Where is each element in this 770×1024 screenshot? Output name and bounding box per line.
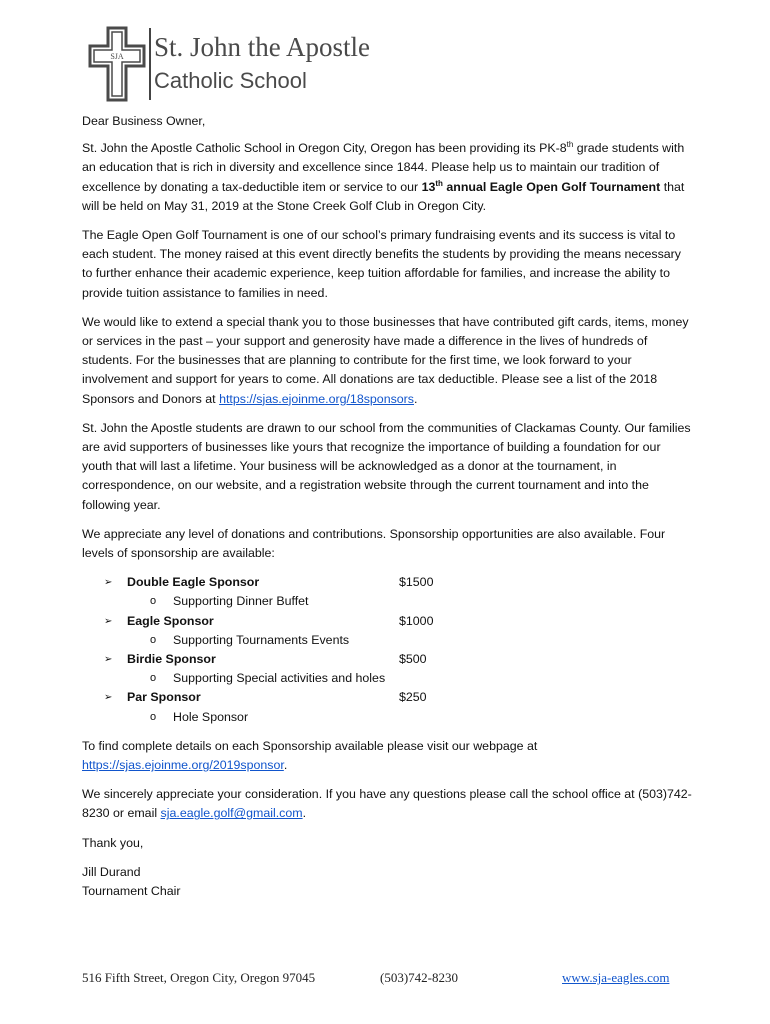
details-text: To find complete details on each Sponsorship available please visit our webpage at: [82, 738, 538, 753]
paragraph-contact: [82, 785, 692, 823]
level-name: Eagle Sponsor: [127, 613, 214, 628]
paragraph-intro: [82, 139, 692, 216]
arrow-bullet-icon: ➢: [104, 692, 113, 704]
signer-title: Tournament Chair: [82, 883, 181, 898]
footer-address: 516 Fifth Street, Oregon City, Oregon 97045: [82, 970, 316, 985]
circle-bullet-icon: o: [150, 672, 157, 685]
level-description: Supporting Tournaments Events: [173, 632, 350, 647]
intro-text-c: that will be held on May 31, 2019 at the Stone Creek Golf Club in Oregon City.: [82, 179, 685, 213]
greeting: Dear Business Owner,: [82, 114, 206, 128]
closing: Thank you,: [82, 835, 144, 850]
level-price: $1000: [399, 613, 434, 628]
level-price: $1500: [399, 575, 434, 590]
paragraph-thanks: [82, 313, 692, 409]
intro-text-a: St. John the Apostle Catholic School in Oregon City, Oregon has been providing its PK-8: [82, 141, 567, 156]
sponsorship-levels-list: [82, 573, 692, 727]
school-name: St. John the Apostle: [154, 32, 371, 62]
level-par: [82, 688, 692, 726]
intro-sup-1: th: [566, 140, 574, 150]
sponsors-2018-link[interactable]: https://sjas.ejoinme.org/18sponsors: [219, 391, 414, 406]
level-name: Birdie Sponsor: [127, 652, 216, 667]
level-birdie: [82, 650, 692, 688]
paragraph-levels-intro: We appreciate any level of donations and contributions. Sponsorship opportunities are also available. Four levels of sponsorship are available:: [82, 526, 666, 561]
logo-initials: SJA: [110, 52, 124, 61]
email-link[interactable]: sja.eagle.golf@gmail.com: [160, 806, 303, 821]
level-description: Supporting Special activities and holes: [173, 671, 386, 686]
arrow-bullet-icon: ➢: [104, 615, 113, 627]
intro-bold-event: annual Eagle Open Golf Tournament: [442, 179, 661, 194]
intro-text-b: grade students with an education that is rich in diversity and excellence since 1844. Please help us to maintain our tradition of excellence by donating a tax-deductible item or service to our: [82, 141, 685, 194]
intro-sup-2: th: [435, 178, 443, 188]
level-price: $500: [399, 652, 427, 667]
thanks-end: .: [414, 391, 418, 406]
level-eagle: [82, 612, 692, 650]
level-price: $250: [399, 690, 427, 705]
circle-bullet-icon: o: [150, 710, 157, 723]
level-double-eagle: [82, 573, 692, 611]
logo-divider: [149, 28, 151, 100]
sponsor-2019-link[interactable]: https://sjas.ejoinme.org/2019sponsor: [82, 757, 284, 772]
footer: [82, 970, 682, 992]
letter-body: [82, 112, 692, 901]
paragraph-purpose: The Eagle Open Golf Tournament is one of our school’s primary fundraising events and its success is vital to each student. The money raised at this event directly benefits the students by providing the means necessary to further enhance their academic experience, keep tuition affordable for families, and increase the ability to provide tuition assistance to families in need.: [82, 228, 681, 300]
contact-end: .: [302, 806, 307, 821]
circle-bullet-icon: o: [150, 633, 157, 646]
level-name: Par Sponsor: [127, 690, 201, 705]
intro-bold-number: 13: [421, 179, 436, 194]
paragraph-community: St. John the Apostle students are drawn to our school from the communities of Clackamas County. Our families are avid supporters of businesses like yours that recognize the importance of building a foundation for our youth that will last a lifetime. Your business will be acknowledged as a donor at the tournament, in correspondence, on our website, and a registration website through the current tournament and into the following year.: [82, 420, 691, 512]
arrow-bullet-icon: ➢: [104, 654, 113, 666]
cross-logo-icon: [88, 26, 146, 102]
footer-website-link[interactable]: www.sja-eagles.com: [562, 970, 670, 985]
signer-name: Jill Durand: [82, 864, 141, 879]
arrow-bullet-icon: ➢: [104, 577, 113, 589]
level-name: Double Eagle Sponsor: [127, 575, 260, 590]
circle-bullet-icon: o: [150, 595, 157, 608]
level-description: Hole Sponsor: [173, 709, 249, 724]
school-subtitle: Catholic School: [154, 68, 307, 93]
paragraph-details: [82, 737, 692, 775]
level-description: Supporting Dinner Buffet: [173, 594, 309, 609]
contact-text: We sincerely appreciate your consideration. If you have any questions please call the school office at (503)742-8230 or email: [82, 787, 692, 821]
thanks-text: We would like to extend a special thank you to those businesses that have contributed gift cards, items, money or services in the past – your support and generosity have made a difference in the lives of hundreds of students. For the businesses that are planning to contribute for the first time, we look forward to your involvement and support for years to come. All donations are tax deductible. Please see a list of the 2018 Sponsors and Donors at: [82, 314, 689, 406]
details-end: .: [283, 757, 288, 772]
footer-phone: (503)742-8230: [380, 970, 458, 985]
signature-block: [82, 863, 692, 901]
